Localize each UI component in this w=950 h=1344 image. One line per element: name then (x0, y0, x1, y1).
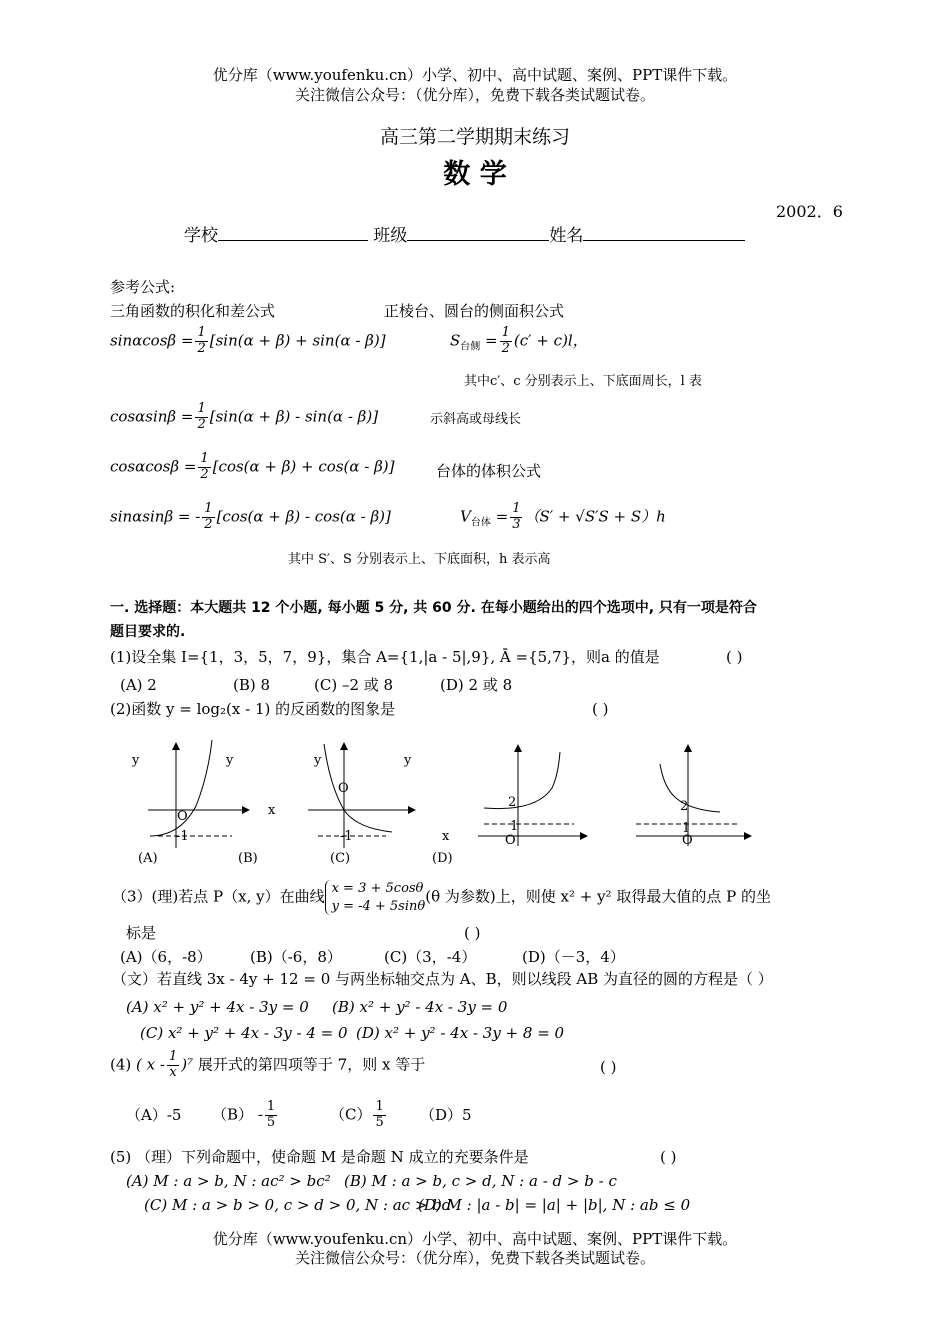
q3-answer-paren[interactable]: ( ) (464, 924, 481, 942)
graph-b[interactable] (225, 742, 416, 848)
formula-3: cosαcosβ = $\frac{1}{2}$ [cos(α + β) + cos(α - β)] (110, 451, 395, 482)
formula-4: sinαsinβ = - $\frac{1}{2}$ [cos(α + β) - cos(α - β)] (110, 501, 391, 532)
svg-text:y: y (314, 753, 322, 768)
name-label: 姓名 (549, 226, 584, 246)
lateral-area-note: 其中c′、c 分别表示上、下底面周长，l 表 (464, 374, 702, 389)
name-blank[interactable] (583, 240, 745, 241)
q3w-option-a[interactable]: (A) x² + y² + 4x - 3y = 0 (126, 998, 309, 1016)
volume-heading: 台体的体积公式 (436, 462, 542, 480)
q4-answer-paren[interactable]: ( ) (600, 1058, 617, 1076)
q5-option-d[interactable]: (D) M : |a - b| = |a| + |b|, N : ab ≤ 0 (418, 1196, 691, 1214)
exam-date: 2002．6 (776, 202, 843, 221)
q3-option-d[interactable]: (D)（－3，4） (522, 948, 625, 966)
lateral-area-note-2: 示斜高或母线长 (430, 412, 522, 427)
q5-answer-paren[interactable]: ( ) (660, 1148, 677, 1166)
svg-text:O: O (338, 781, 349, 796)
svg-text:y: y (404, 753, 412, 768)
svg-text:2: 2 (508, 795, 517, 810)
svg-text:-1: -1 (340, 829, 353, 844)
q3w-stem: （文）若直线 3x - 4y + 12 = 0 与两坐标轴交点为 A、B，则以线段 AB 为直径的圆的方程是（ ） (112, 970, 773, 988)
q3w-option-c[interactable]: (C) x² + y² + 4x - 3y - 4 = 0 (140, 1024, 348, 1042)
q1-option-c[interactable]: (C) –2 或 8 (314, 676, 394, 694)
q3-option-b[interactable]: (B)（-6，8） (250, 948, 342, 966)
q2-answer-paren[interactable]: ( ) (592, 700, 609, 718)
formula-1: sinαcosβ = $\frac{1}{2}$ [sin(α + β) + sin(α - β)] (110, 325, 386, 356)
q1-option-b[interactable]: (B) 8 (233, 676, 271, 694)
formula-2: cosαsinβ = $\frac{1}{2}$ [sin(α + β) - sin(α - β)] (110, 401, 379, 432)
svg-text:1: 1 (510, 819, 519, 834)
q4-option-b[interactable]: （B） - $\frac{1}{5}$ (212, 1099, 276, 1130)
q3w-option-d[interactable]: (D) x² + y² - 4x - 3y + 8 = 0 (356, 1024, 565, 1042)
q3w-option-b[interactable]: (B) x² + y² - 4x - 3y = 0 (332, 998, 508, 1016)
q3-stem-end: 标是 (126, 924, 157, 942)
footer-line-2: 关注微信公众号：（优分库），免费下载各类试题试卷。 (294, 1249, 655, 1267)
svg-text:O: O (682, 833, 693, 848)
footer-line-1: 优分库（www.youfenku.cn）小学、初中、高中试题、案例、PPT课件下载。 (212, 1230, 738, 1248)
school-blank[interactable] (218, 240, 368, 241)
svg-text:-1: -1 (176, 829, 189, 844)
q1-option-a[interactable]: (A) 2 (120, 676, 157, 694)
graph-d[interactable] (636, 744, 752, 848)
svg-text:1: 1 (682, 821, 691, 836)
student-info (184, 226, 745, 247)
svg-text:O: O (177, 809, 188, 824)
q4-option-c[interactable]: （C） $\frac{1}{5}$ (330, 1099, 384, 1130)
formula-lateral-area: $S_{台侧}$ = $\frac{1}{2}$ (c′ + c)l， (450, 325, 588, 356)
q1-answer-paren[interactable]: ( ) (726, 648, 743, 666)
q3-stem: （3）(理)若点 P（x, y）在曲线 x = 3 + 5cosθ y = -4 + 5sinθ (θ 为参数)上，则使 x² + y² 取得最大值的点 P 的坐 (112, 881, 771, 914)
exam-title: 高三第二学期期末练习 (379, 126, 570, 148)
section-heading: 一. 选择题：本大题共 12 个小题, 每小题 5 分, 共 60 分. 在每小题给出的四个选项中, 只有一项是符合 (110, 600, 757, 616)
section-heading-2: 题目要求的. (110, 624, 186, 640)
q3-parametric-system: x = 3 + 5cosθ y = -4 + 5sinθ (325, 880, 426, 915)
q2-stem: (2)函数 y = log₂(x - 1) 的反函数的图象是 (110, 700, 396, 718)
q4-option-d[interactable]: （D）5 (420, 1106, 472, 1124)
school-label: 学校 (184, 226, 218, 246)
volume-note: 其中 S′、S 分别表示上、下底面积，h 表示高 (288, 552, 551, 567)
svg-text:2: 2 (680, 799, 689, 814)
class-label: 班级 (373, 226, 408, 246)
trig-heading: 三角函数的积化和差公式 (110, 302, 276, 320)
q2-graphs (0, 736, 950, 876)
q5-option-c[interactable]: (C) M : a > b > 0, c > d > 0, N : ac > bd (144, 1196, 452, 1214)
graph-label-c: (C) (330, 851, 351, 866)
q5-stem: (5) （理）下列命题中，使命题 M 是命题 N 成立的充要条件是 (110, 1148, 529, 1166)
q1-stem: (1)设全集 I={1，3，5，7，9}，集合 A={1,|a - 5|,9}, Ā ={5,7}，则a 的值是 (110, 648, 660, 666)
header-line-1: 优分库（www.youfenku.cn）小学、初中、高中试题、案例、PPT课件下载。 (212, 66, 738, 84)
header-line-2: 关注微信公众号：（优分库），免费下载各类试题试卷。 (294, 86, 655, 104)
subject-title: 数 学 (443, 159, 507, 190)
frustum-heading: 正棱台、圆台的侧面积公式 (384, 302, 565, 320)
graph-label-b: (B) (238, 851, 258, 866)
svg-text:x: x (442, 829, 450, 844)
q5-option-b[interactable]: (B) M : a > b, c > d, N : a - d > b - c (344, 1172, 617, 1190)
class-blank[interactable] (407, 240, 549, 241)
formula-volume: $V_{台体}$ = $\frac{1}{3}$ （S′ + √S′S + S）h (460, 501, 666, 532)
q4-stem: (4) ( x - $\frac{1}{x}$ )⁷ 展开式的第四项等于 7，则 x 等于 (110, 1049, 426, 1080)
q5-option-a[interactable]: (A) M : a > b, N : ac² > bc² (126, 1172, 331, 1190)
svg-text:O: O (505, 833, 516, 848)
svg-text:y: y (226, 753, 234, 768)
q1-option-d[interactable]: (D) 2 或 8 (440, 676, 513, 694)
q3-option-a[interactable]: (A)（6，-8） (120, 948, 212, 966)
q3-option-c[interactable]: (C)（3，-4） (384, 948, 477, 966)
formula-heading: 参考公式: (110, 278, 176, 296)
graph-label-a: (A) (138, 851, 158, 866)
q4-option-a[interactable]: （A）-5 (126, 1106, 182, 1124)
graph-c[interactable] (403, 744, 588, 848)
svg-text:y: y (132, 753, 140, 768)
svg-text:x: x (268, 803, 276, 818)
graph-label-d: (D) (432, 851, 453, 866)
